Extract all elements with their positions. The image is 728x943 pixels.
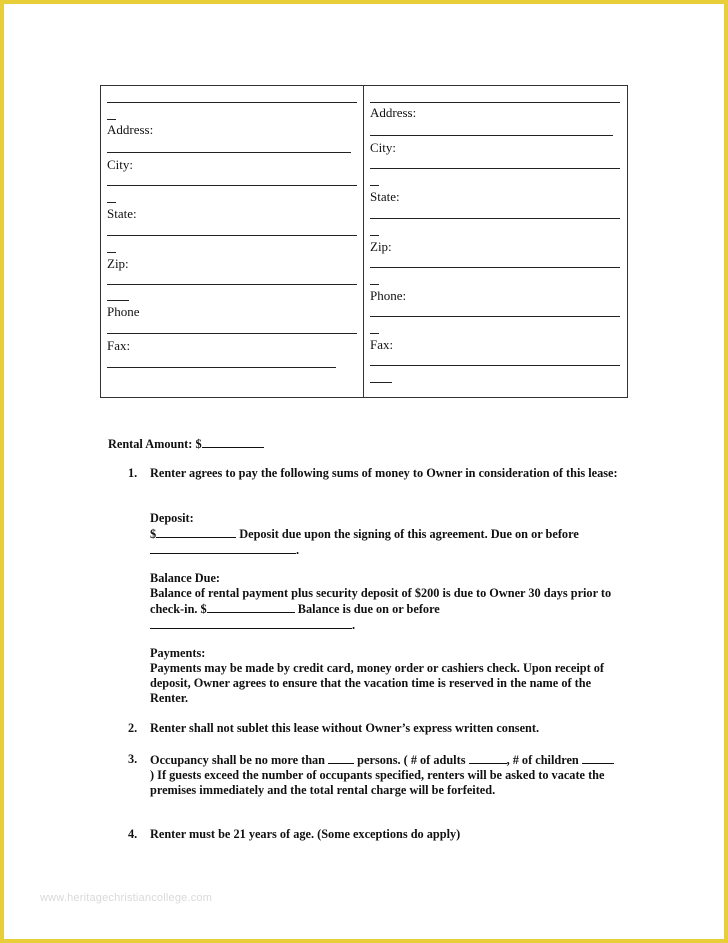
blank-line[interactable] xyxy=(370,235,379,236)
deposit-text: $ Deposit due upon the signing of this agreement. Due on or before . xyxy=(150,527,579,558)
blank-line[interactable] xyxy=(107,202,116,203)
occupancy-text-b: persons. ( # of adults xyxy=(354,753,469,767)
blank-line[interactable] xyxy=(370,284,379,285)
fax-line[interactable] xyxy=(107,367,336,368)
payments-heading: Payments: xyxy=(150,646,206,660)
deposit-heading: Deposit: xyxy=(150,511,194,525)
item-number: 4. xyxy=(128,827,138,841)
blank-line[interactable] xyxy=(370,333,379,334)
blank-line[interactable] xyxy=(370,382,392,383)
zip-line[interactable] xyxy=(370,267,620,268)
rental-amount xyxy=(108,436,264,452)
item-number: 3. xyxy=(128,752,138,766)
blank-line[interactable] xyxy=(370,185,379,186)
owner-address-column xyxy=(101,86,363,397)
watermark: www.heritagechristiancollege.com xyxy=(40,892,213,904)
city-label: City: xyxy=(370,140,397,155)
balance-heading: Balance Due: xyxy=(150,571,221,585)
address-label: Address: xyxy=(370,105,417,120)
address-line[interactable] xyxy=(107,152,351,153)
rental-amount-label: Rental Amount: $ xyxy=(108,437,202,451)
city-line[interactable] xyxy=(107,185,357,186)
item-1-text: Renter agrees to pay the following sums of money to Owner in consideration of this lease: xyxy=(150,466,618,480)
fax-label: Fax: xyxy=(370,337,394,352)
children-blank[interactable] xyxy=(582,752,614,764)
phone-label: Phone: xyxy=(370,288,407,303)
balance-text: Balance of rental payment plus security deposit of $200 is due to Owner 30 days prior to check-in. $ Balance is due on or before . xyxy=(150,586,612,633)
blank-line[interactable] xyxy=(370,102,620,103)
item-number: 2. xyxy=(128,721,138,735)
item-4-text: Renter must be 21 years of age. (Some exceptions do apply) xyxy=(150,827,461,841)
state-line[interactable] xyxy=(107,235,357,236)
blank-line[interactable] xyxy=(107,119,116,120)
balance-amount-blank[interactable] xyxy=(207,601,295,613)
item-3-text xyxy=(150,752,616,799)
deposit-amount-blank[interactable] xyxy=(156,526,236,538)
rental-amount-blank[interactable] xyxy=(202,436,264,448)
adults-blank[interactable] xyxy=(469,752,507,764)
balance-body: Balance of rental payment plus security deposit of $200 is due to Owner 30 days prior to check-in. $ xyxy=(150,586,612,617)
zip-label: Zip: xyxy=(370,239,392,254)
occupancy-text-d: ) If guests exceed the number of occupants specified, renters will be asked to vacate the premises immediately and the total rental charge will be forfeited. xyxy=(150,768,605,798)
payments-text: Payments may be made by credit card, money order or cashiers check. Upon receipt of deposit, Owner agrees to ensure that the vacation time is reserved in the name of the Renter. xyxy=(150,661,605,706)
phone-line[interactable] xyxy=(370,316,620,317)
deposit-date-blank[interactable] xyxy=(150,542,296,554)
state-line[interactable] xyxy=(370,218,620,219)
balance-date-blank[interactable] xyxy=(150,617,352,629)
occupancy-text-c: , # of children xyxy=(506,753,582,767)
phone-line[interactable] xyxy=(107,333,357,334)
persons-blank[interactable] xyxy=(328,752,354,764)
phone-label: Phone xyxy=(107,304,140,319)
city-line[interactable] xyxy=(370,168,620,169)
state-label: State: xyxy=(370,189,400,204)
deposit-body: Deposit due upon the signing of this agreement. Due on or before xyxy=(236,527,579,541)
occupancy-text-a: Occupancy shall be no more than xyxy=(150,753,329,767)
item-number: 1. xyxy=(128,466,138,480)
zip-label: Zip: xyxy=(107,256,129,271)
fax-line[interactable] xyxy=(370,365,620,366)
city-label: City: xyxy=(107,157,134,172)
balance-body-2: Balance is due on or before xyxy=(294,602,440,617)
zip-line[interactable] xyxy=(107,284,357,285)
item-2-text: Renter shall not sublet this lease without Owner’s express written consent. xyxy=(150,721,540,735)
state-label: State: xyxy=(107,206,137,221)
blank-line[interactable] xyxy=(107,252,116,253)
address-table xyxy=(100,85,628,398)
address-label: Address: xyxy=(107,122,154,137)
deposit-prefix: $ xyxy=(150,527,157,541)
blank-line[interactable] xyxy=(107,300,129,301)
address-line[interactable] xyxy=(370,135,613,136)
renter-address-column xyxy=(364,86,629,397)
blank-line[interactable] xyxy=(107,102,357,103)
fax-label: Fax: xyxy=(107,338,131,353)
